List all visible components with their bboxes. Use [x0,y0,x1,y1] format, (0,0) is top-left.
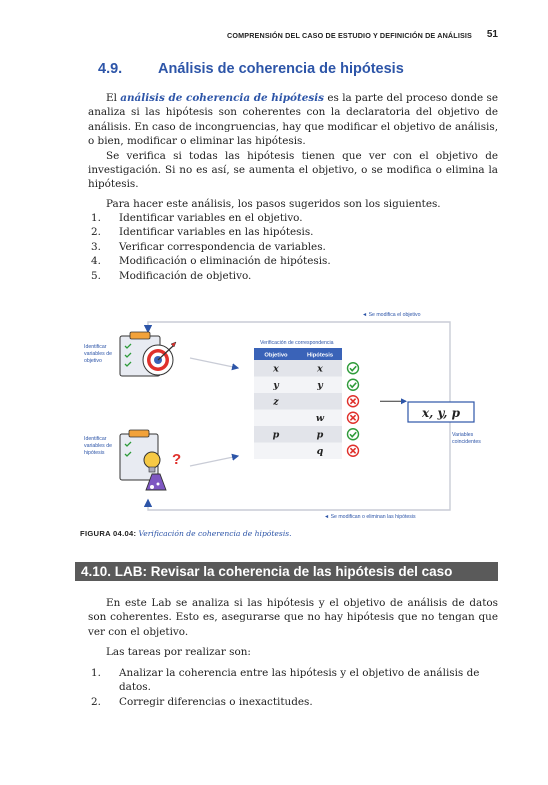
label-identify-objective: Identificar variables de objetivo [84,344,112,364]
lab-tasks-intro: Las tareas por realizar son: [106,646,251,658]
correspondence-table [254,348,359,459]
table-row [254,443,342,460]
table-row [254,360,342,377]
coherence-diagram [78,306,498,524]
label-identify-hypothesis: Identificar variables de hipótesis [84,436,112,456]
page-number: 51 [486,29,498,40]
cell-hypothesis: y [317,380,323,391]
table-row [254,377,342,394]
section-number: 4.9. [98,61,123,77]
cell-hypothesis: q [316,446,324,457]
col-header-hypothesis: Hipótesis [306,352,334,359]
emphasis-term: análisis de coherencia de hipótesis [120,92,325,104]
question-mark-glyph: ? [172,451,182,468]
cell-objective: z [273,396,279,408]
section-heading [98,61,404,77]
cell-hypothesis: p [316,429,324,441]
result-label: Variables coincidentes [452,432,481,445]
caption-text: Verificación de coherencia de hipótesis. [138,529,292,538]
cell-hypothesis: x [317,363,323,375]
list-item: 1. Identificar variables en el objetivo. [91,212,303,224]
running-head-title: COMPRENSIÓN DEL CASO DE ESTUDIO Y DEFINICIÓN DE ANÁLISIS [227,31,472,40]
lab-heading-bar [75,562,498,581]
table-row [254,393,342,410]
lab-body [88,596,498,639]
clipboard-target-icon [120,332,176,376]
check-icon [348,363,359,374]
table-row [254,410,342,427]
clipboard-hypothesis-icon [120,430,181,490]
steps-intro: Para hacer este análisis, los pasos sugeridos son los siguientes. [106,198,441,210]
section-body [88,91,498,192]
list-item: 4. Modificación o eliminación de hipótesis. [91,255,331,268]
check-icon [348,379,359,390]
lab-heading: 4.10. LAB: Revisar la coherencia de las hipótesis del caso [81,564,453,579]
table-title: Verificación de correspondencia [260,340,334,346]
check-icon [348,429,359,440]
paragraph: El análisis de coherencia de hipótesis es la parte del proceso donde se analiza si las hipótesis son coherentes con la declaratoria del objetivo de análisis. En caso de incongruencias, hay que modificar el objetivo de análisis, o bien, modificar o eliminar las hipótesis. [88,92,498,148]
list-item: 3. Verificar correspondencia de variables. [91,240,326,253]
paragraph: En este Lab se analiza si las hipótesis y el objetivo de análisis de datos son coherentes. Esto es, asegurarse que no hay hipótesis que no tengan que ver con el objetivo. [88,597,498,638]
figure-caption [80,529,292,538]
top-note: ◄ Se modifica el objetivo [362,312,421,318]
table-row [254,426,342,443]
col-header-objective: Objetivo [264,352,288,359]
tasks-list [88,666,498,709]
running-head [0,27,548,41]
cell-objective: y [273,380,279,391]
section-title: Análisis de coherencia de hipótesis [158,61,404,77]
paragraph: Se verifica si todas las hipótesis tienen que ver con el objetivo de investigación. Si no es así, se aumenta el objetivo, o se modifica o elimina la hipótesis. [88,149,498,191]
list-item: 2. Identificar variables en las hipótesis. [91,226,314,239]
cell-hypothesis: w [315,413,325,424]
steps-list [88,211,498,283]
result-variables: x, y, p [421,406,461,420]
list-item: 5. Modificación de objetivo. [91,269,252,282]
list-item: 1. Analizar la coherencia entre las hipótesis y el objetivo de análisis de datos. [91,667,480,694]
cell-objective: x [273,363,279,375]
caption-label: FIGURA 04.04: [80,529,137,538]
cell-objective: p [272,429,280,441]
bottom-note: ◄ Se modifican o eliminan las hipótesis [324,514,416,520]
list-item: 2. Corregir diferencias o inexactitudes. [91,695,313,708]
